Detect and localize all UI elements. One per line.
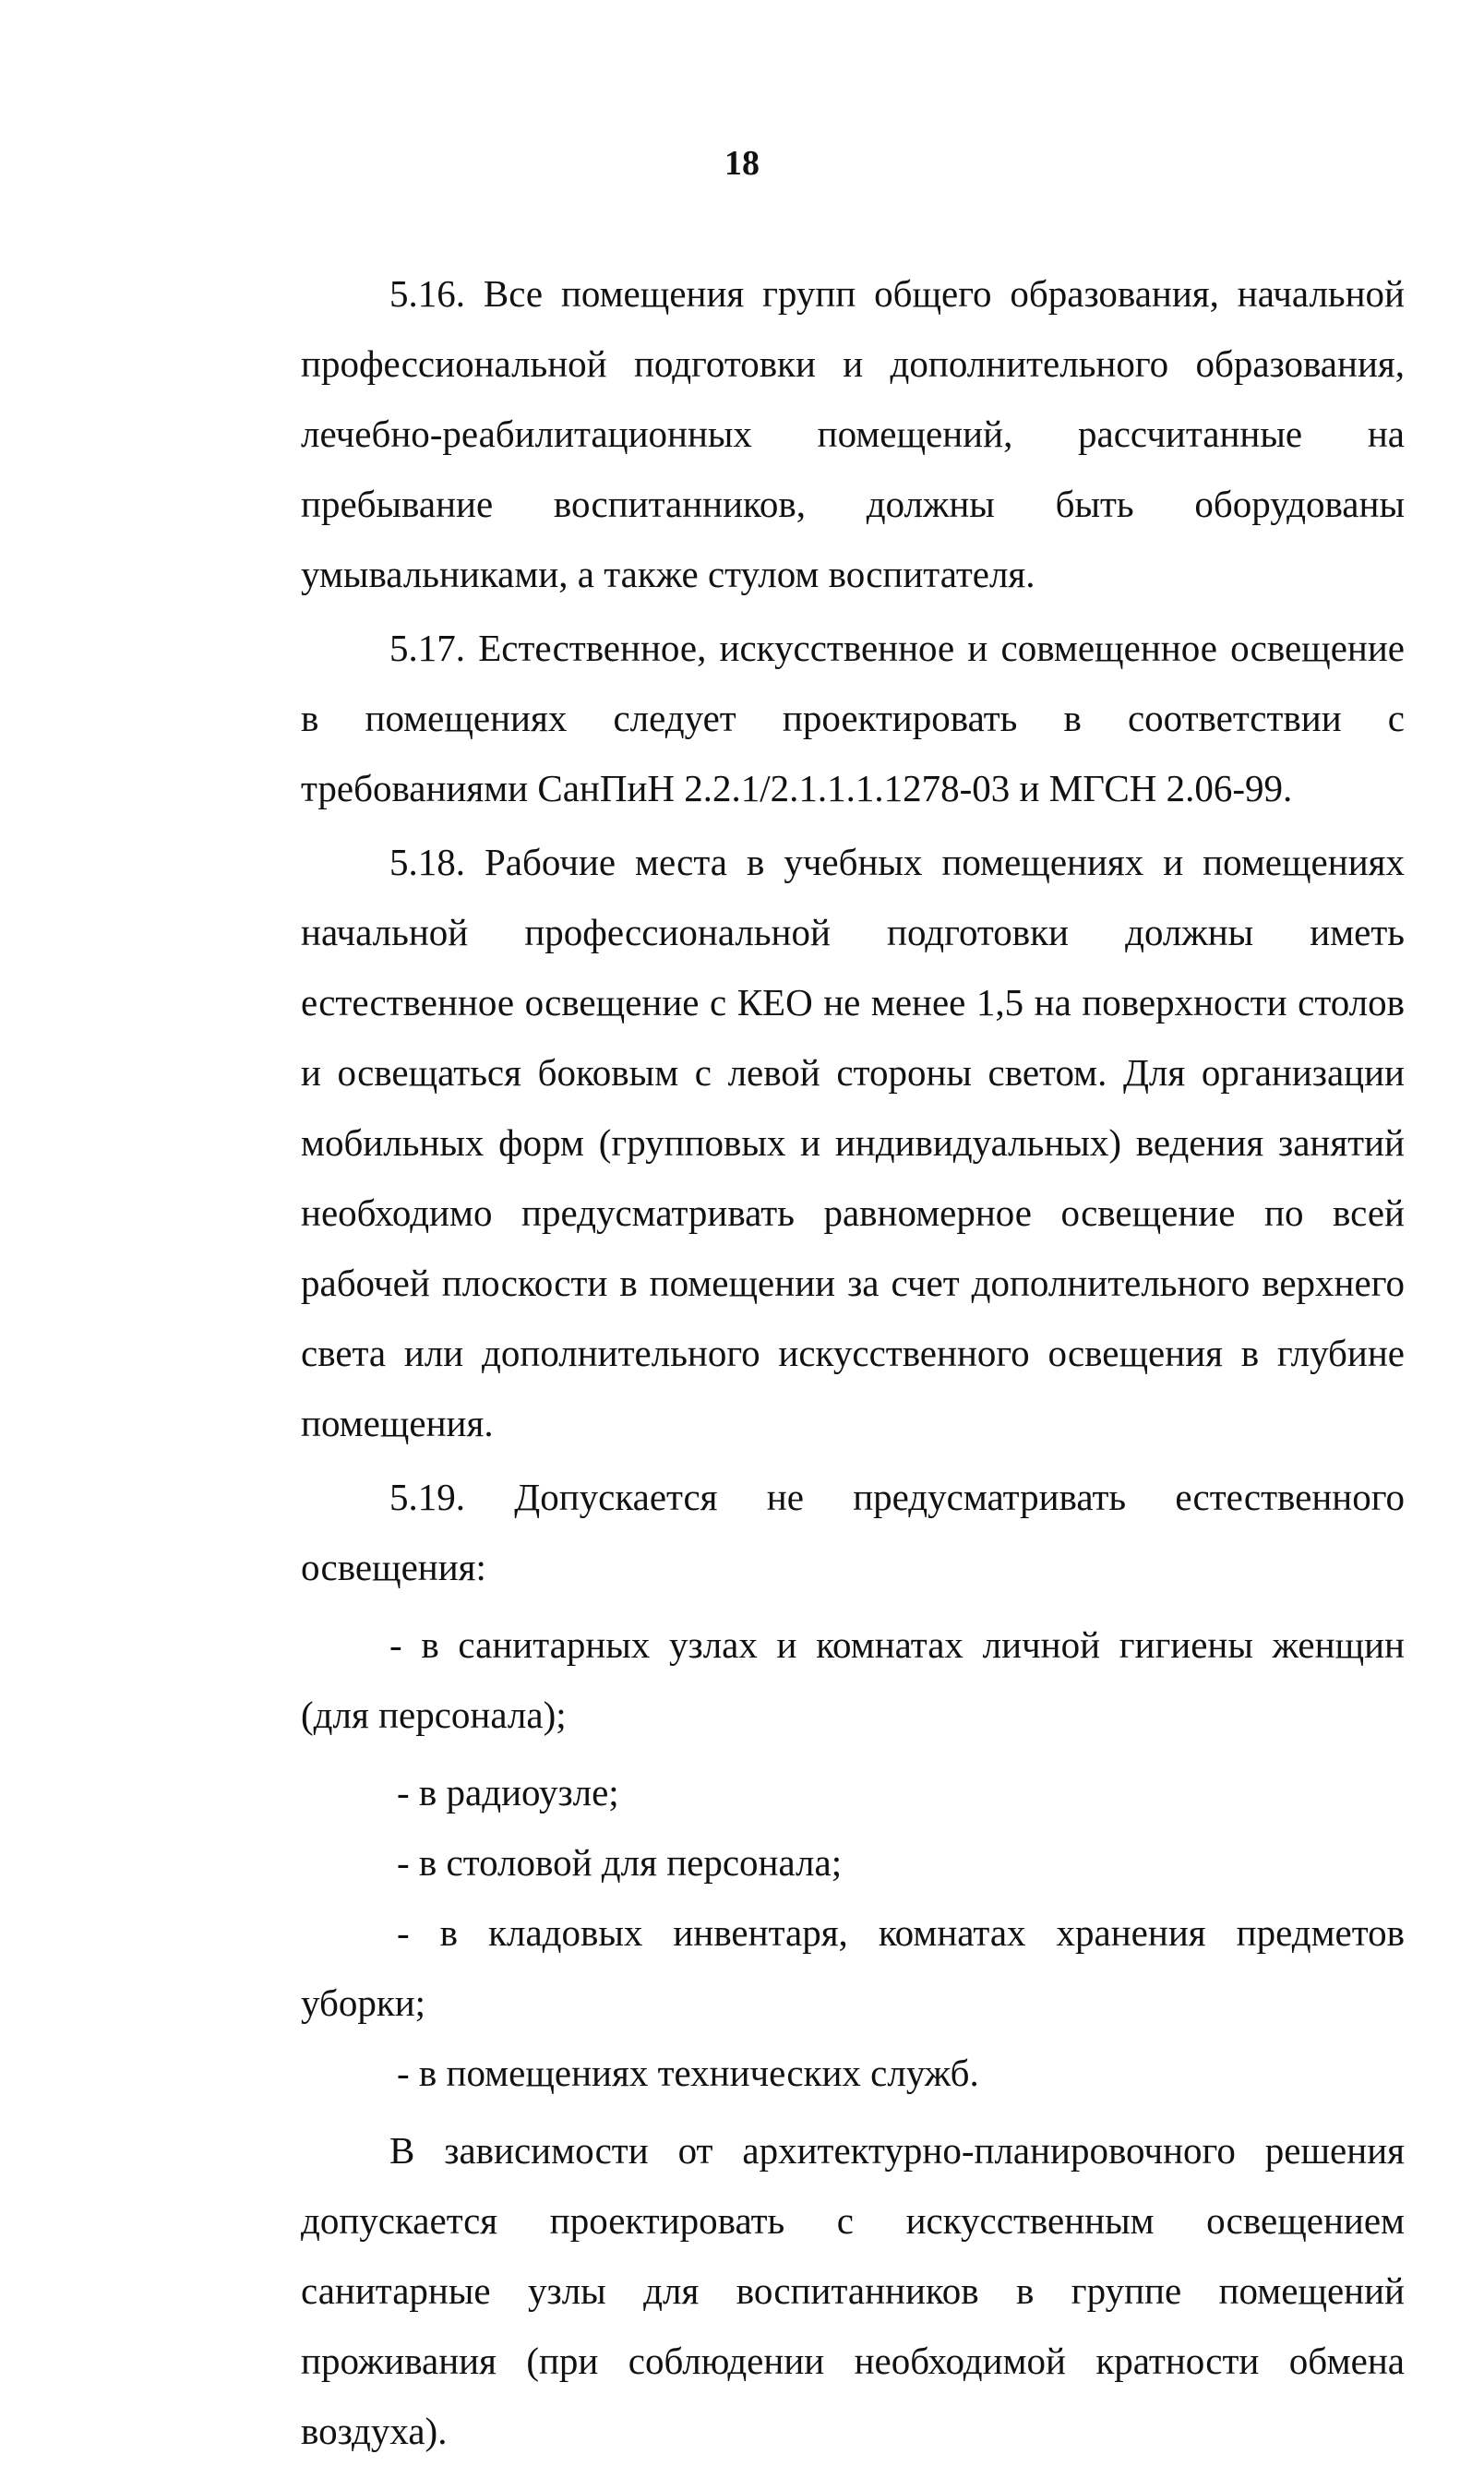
- list-item: - в кладовых инвентаря, комнатах хранения предметов уборки;: [301, 1911, 1405, 2024]
- document-body: [301, 258, 1405, 2466]
- paragraph-5-17: 5.17. Естественное, искусственное и совмещенное освещение в помещениях следует проектировать в соответствии с требованиями СанПиН 2.2.1/2.1.1.1.1278-03 и МГСН 2.06-99.: [301, 627, 1405, 809]
- page-number: 18: [724, 144, 760, 183]
- list-item: - в столовой для персонала;: [397, 1841, 843, 1884]
- list-item: - в помещениях технических служб.: [397, 2052, 979, 2094]
- list-item: - в санитарных узлах и комнатах личной гигиены женщин (для персонала);: [301, 1623, 1405, 1736]
- paragraph-final: В зависимости от архитектурно-планировочного решения допускается проектировать с искусственным освещением санитарные узлы для воспитанников в группе помещений проживания (при соблюдении необходимой кратности обмена воздуха).: [301, 2129, 1405, 2452]
- list-item: - в радиоузле;: [397, 1771, 619, 1814]
- paragraph-5-16: 5.16. Все помещения групп общего образования, начальной профессиональной подготовки и дополнительного образования, лечебно-реабилитационных помещений, рассчитанные на пребывание воспитанников, должны быть оборудованы умывальниками, а также стулом воспитателя.: [301, 272, 1405, 595]
- paragraph-5-18: 5.18. Рабочие места в учебных помещениях и помещениях начальной профессиональной подготовки должны иметь естественное освещение с КЕО не менее 1,5 на поверхности столов и освещаться боковым с левой стороны светом. Для организации мобильных форм (групповых и индивидуальных) ведения занятий необходимо предусматривать равномерное освещение по всей рабочей плоскости в помещении за счет дополнительного верхнего света или дополнительного искусственного освещения в глубине помещения.: [301, 841, 1405, 1444]
- paragraph-5-19: 5.19. Допускается не предусматривать естественного освещения:: [301, 1476, 1405, 1588]
